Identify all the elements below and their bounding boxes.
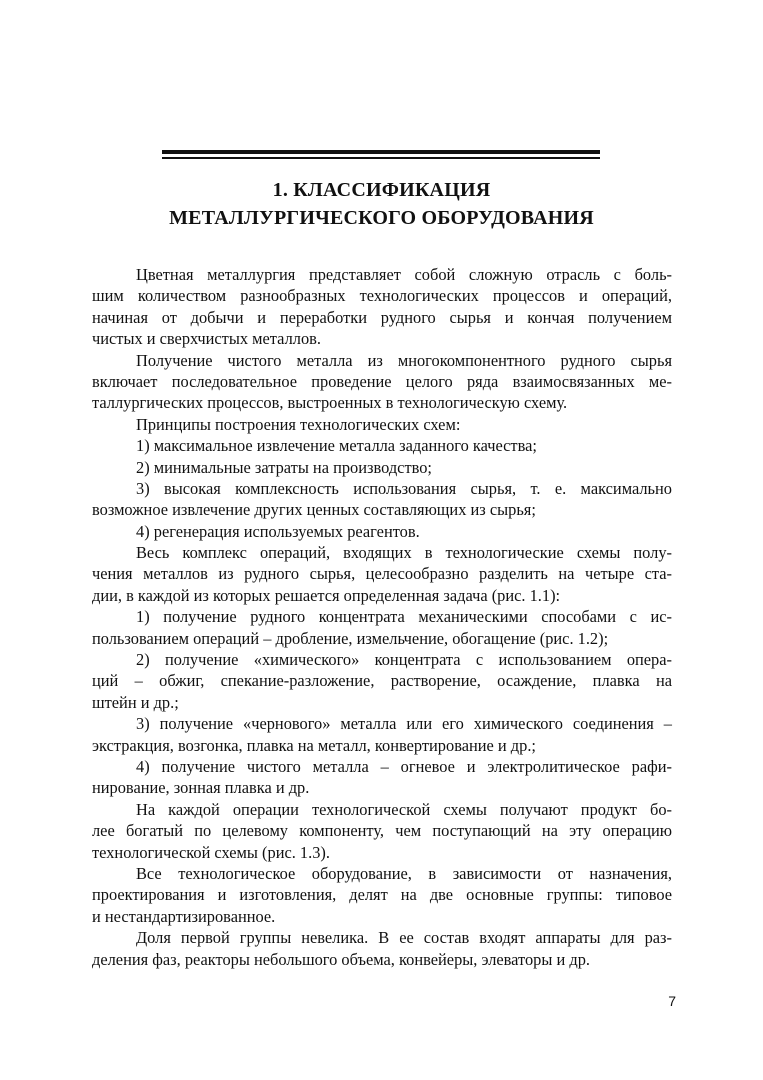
text-line: 3) высокая комплексность использования сырья, т. е. максимально [136, 478, 672, 498]
text-line: включает последовательное проведение целого ряда взаимосвязанных ме- [92, 371, 672, 391]
text-line: 4) регенерация используемых реагентов. [136, 521, 420, 541]
text-line: пользованием операций – дробление, измельчение, обогащение (рис. 1.2); [92, 628, 609, 648]
text-line: дии, в каждой из которых решается определенная задача (рис. 1.1): [92, 585, 561, 605]
text-line: Цветная металлургия представляет собой сложную отрасль с боль- [136, 265, 672, 284]
chapter-title-line-2: МЕТАЛЛУРГИЧЕСКОГО ОБОРУДОВАНИЯ [169, 207, 594, 229]
text-line: 2) минимальные затраты на производство; [136, 457, 432, 477]
text-line: Получение чистого металла из многокомпонентного рудного сырья [136, 350, 672, 370]
text-line: Весь комплекс операций, входящих в технологические схемы полу- [136, 543, 672, 563]
text-line: технологической схемы (рис. 1.3). [92, 842, 330, 862]
page-number: 7 [668, 993, 676, 1009]
text-line: На каждой операции технологической схемы получают продукт бо- [136, 799, 672, 819]
text-line: таллургических процессов, выстроенных в технологическую схему. [92, 393, 568, 413]
chapter-rule-thick [162, 150, 600, 154]
chapter-title-line-1: 1. КЛАССИФИКАЦИЯ [272, 179, 491, 201]
text-line: начиная от добычи и переработки рудного сырья и кончая получением [92, 307, 672, 327]
text-line: ций – обжиг, спекание-разложение, растворение, осаждение, плавка на [92, 671, 672, 691]
text-line: возможное извлечение других ценных составляющих из сырья; [92, 500, 536, 520]
text-line: 3) получение «чернового» металла или его химического соединения – [136, 714, 672, 734]
text-line: деления фаз, реакторы небольшого объема, конвейеры, элеваторы и др. [92, 949, 590, 969]
text-line: чистых и сверхчистых металлов. [92, 329, 321, 349]
text-line: Принципы построения технологических схем: [136, 414, 461, 434]
text-line: штейн и др.; [92, 692, 179, 712]
text-line: шим количеством разнообразных технологических процессов и операций, [92, 286, 672, 306]
text-line: проектирования и изготовления, делят на две основные группы: типовое [92, 885, 672, 905]
text-line: чения металлов из рудного сырья, целесообразно разделить на четыре ста- [92, 564, 672, 584]
text-line: нирование, зонная плавка и др. [92, 778, 310, 798]
text-line: Доля первой группы невелика. В ее состав входят аппараты для раз- [136, 928, 672, 948]
text-line: 4) получение чистого металла – огневое и электролитическое рафи- [136, 756, 672, 776]
body-text [92, 264, 672, 970]
text-line: Все технологическое оборудование, в зависимости от назначения, [136, 863, 672, 883]
chapter-title [0, 176, 763, 232]
text-line: и нестандартизированное. [92, 906, 276, 926]
text-line: 2) получение «химического» концентрата с использованием опера- [136, 650, 672, 670]
text-line: 1) максимальное извлечение металла заданного качества; [136, 436, 537, 456]
text-line: 1) получение рудного концентрата механическими способами с ис- [136, 607, 672, 627]
chapter-rule-thin [162, 157, 600, 159]
text-line: лее богатый по целевому компоненту, чем поступающий на эту операцию [92, 821, 672, 841]
text-line: экстракция, возгонка, плавка на металл, конвертирование и др.; [92, 735, 536, 755]
